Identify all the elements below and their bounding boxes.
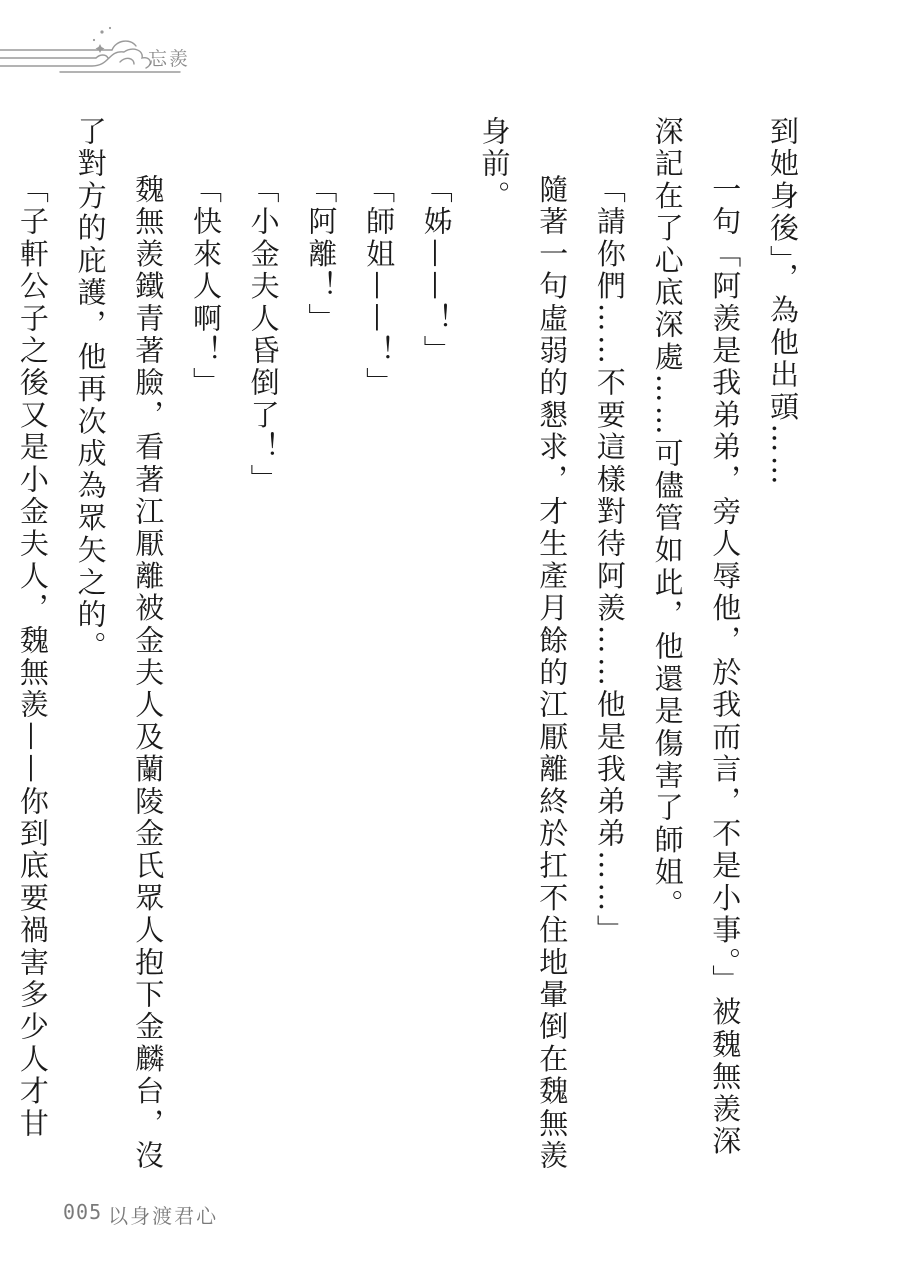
paragraph: 「阿離！」: [304, 174, 339, 335]
paragraph: 「子軒公子之後又是小金夫人，魏無羨——你到底要禍害多少人才甘: [15, 174, 50, 1140]
paragraph: 「快來人啊！」: [188, 174, 223, 400]
paragraph: 一句「阿羨是我弟弟，旁人辱他，於我而言，不是小事。」被魏無羨深深記在了心底深處……可儘管如此，他還是傷害了師姐。: [650, 116, 743, 1158]
page-number: 005: [63, 1200, 103, 1224]
vertical-text-body: [0, 116, 811, 1176]
series-title: 忘羨: [148, 48, 191, 70]
paragraph: 魏無羨鐵青著臉，看著江厭離被金夫人及蘭陵金氏眾人抱下金麟台，沒了對方的庇護，他再次成為眾矢之的。: [73, 116, 166, 1173]
paragraph: 「小金夫人昏倒了！」: [246, 174, 281, 496]
paragraph: 「師姐——！」: [362, 174, 397, 400]
chapter-title: 以身渡君心: [108, 1204, 219, 1228]
paragraph: 隨著一句虛弱的懇求，才生產月餘的江厭離終於扛不住地暈倒在魏無羨身前。: [477, 116, 570, 1173]
page-header: [0, 0, 911, 100]
paragraph: 「請你們……不要這樣對待阿羨……他是我弟弟……」: [592, 174, 627, 947]
paragraph: 到她身後」，為他出頭……: [766, 116, 800, 488]
paragraph: 「姊——！」: [419, 174, 454, 368]
page-footer: [63, 1200, 218, 1229]
